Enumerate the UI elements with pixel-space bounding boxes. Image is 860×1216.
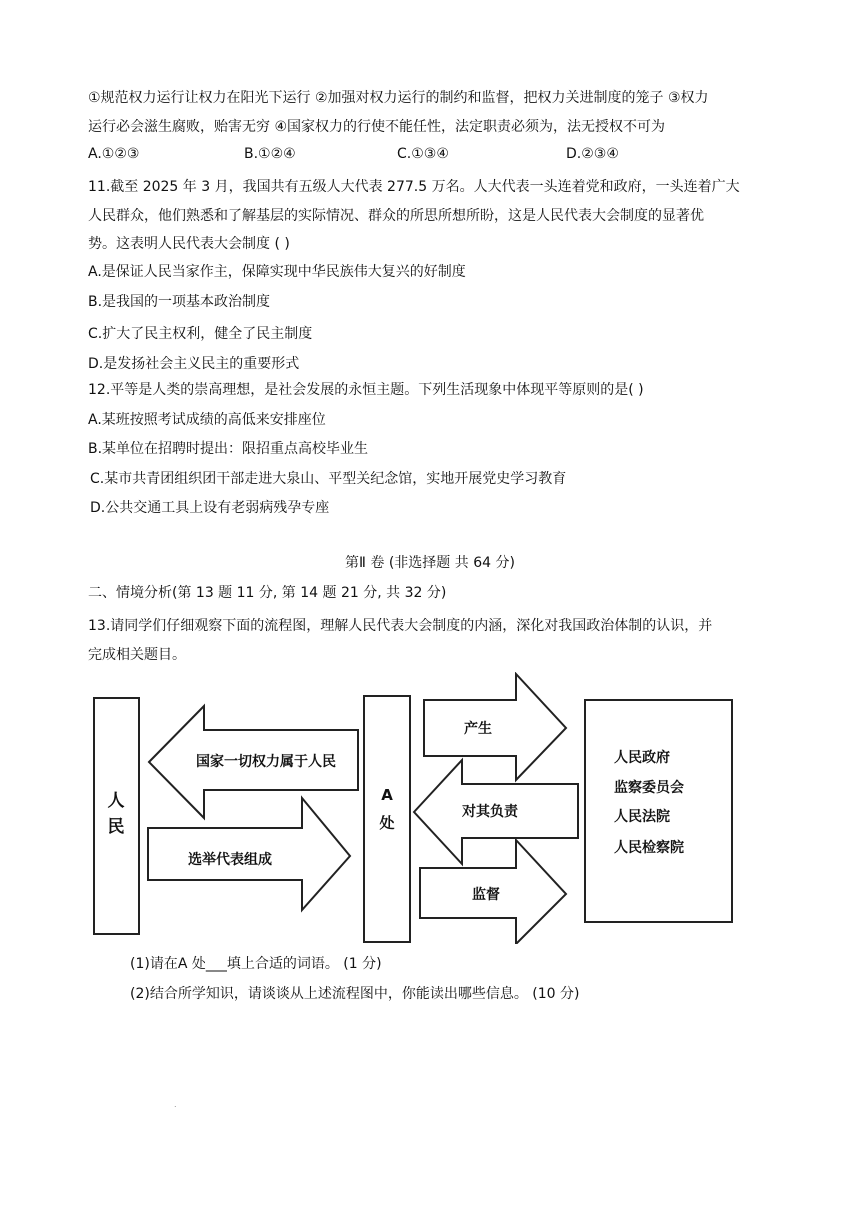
volume-title: 第Ⅱ 卷 (非选择题 共 64 分) — [345, 555, 515, 571]
a-label-2: 处 — [379, 814, 395, 832]
q13-sub-1: (1)请在A 处___填上合适的词语。 (1 分) — [130, 956, 382, 972]
q10-stem-line-1: ①规范权力运行让权力在阳光下运行 ②加强对权力运行的制约和监督，把权力关进制度的笼子 ③权力 — [88, 90, 709, 106]
arrow-elect-label: 选举代表组成 — [188, 852, 272, 868]
organ-supervision: 监察委员会 — [614, 780, 684, 796]
q10-option-b: B.①②④ — [244, 146, 296, 162]
people-box — [94, 698, 139, 934]
q12-option-d: D.公共交通工具上设有老弱病残孕专座 — [90, 500, 330, 516]
q13-stem-line-2: 完成相关题目。 — [88, 647, 186, 663]
q10-stem-line-2: 运行必会滋生腐败，贻害无穷 ④国家权力的行使不能任性，法定职责必须为，法无授权不可为 — [88, 119, 665, 135]
q11-option-b: B.是我国的一项基本政治制度 — [88, 294, 271, 310]
arrow-responsible-label: 对其负责 — [462, 804, 518, 820]
q11-option-a: A.是保证人民当家作主，保障实现中华民族伟大复兴的好制度 — [88, 264, 466, 280]
q10-option-c: C.①③④ — [397, 146, 449, 162]
organ-procuratorate: 人民检察院 — [614, 840, 684, 856]
npc-flow-diagram — [88, 672, 748, 944]
q12-stem: 12.平等是人类的崇高理想，是社会发展的永恒主题。下列生活现象中体现平等原则的是( ) — [88, 382, 644, 398]
organ-court: 人民法院 — [614, 809, 670, 825]
q12-option-c: C.某市共青团组织团干部走进大泉山、平型关纪念馆，实地开展党史学习教育 — [90, 471, 567, 487]
arrow-power-label: 国家一切权力属于人民 — [196, 754, 336, 770]
arrow-produce-label: 产生 — [464, 721, 492, 737]
q12-option-a: A.某班按照考试成绩的高低来安排座位 — [88, 412, 326, 428]
q13-stem-line-1: 13.请同学们仔细观察下面的流程图，理解人民代表大会制度的内涵，深化对我国政治体制的认识，并 — [88, 618, 713, 634]
q13-sub-2: (2)结合所学知识，请谈谈从上述流程图中，你能读出哪些信息。 (10 分) — [130, 986, 580, 1002]
organ-government: 人民政府 — [614, 750, 670, 766]
q11-option-d: D.是发扬社会主义民主的重要形式 — [88, 356, 300, 372]
a-label-1: A — [381, 786, 393, 804]
q10-option-d: D.②③④ — [566, 146, 619, 162]
section-heading: 二、情境分析(第 13 题 11 分, 第 14 题 21 分, 共 32 分) — [88, 585, 447, 601]
q10-option-a: A.①②③ — [88, 146, 140, 162]
arrow-supervise-label: 监督 — [472, 887, 500, 903]
q11-option-c: C.扩大了民主权利，健全了民主制度 — [88, 326, 313, 342]
q11-stem-line-2: 人民群众，他们熟悉和了解基层的实际情况、群众的所思所想所盼，这是人民代表大会制度的显著优 — [88, 208, 704, 224]
q11-stem-line-1: 11.截至 2025 年 3 月，我国共有五级人大代表 277.5 万名。人大代表一头连着党和政府，一头连着广大 — [88, 179, 740, 195]
people-label-1: 人 — [107, 791, 125, 811]
people-label-2: 民 — [107, 817, 125, 837]
footer-dot: . — [174, 1100, 177, 1109]
arrow-produce — [424, 674, 566, 780]
q12-option-b: B.某单位在招聘时提出：限招重点高校毕业生 — [88, 441, 369, 457]
q11-stem-line-3: 势。这表明人民代表大会制度 ( ) — [88, 236, 290, 252]
